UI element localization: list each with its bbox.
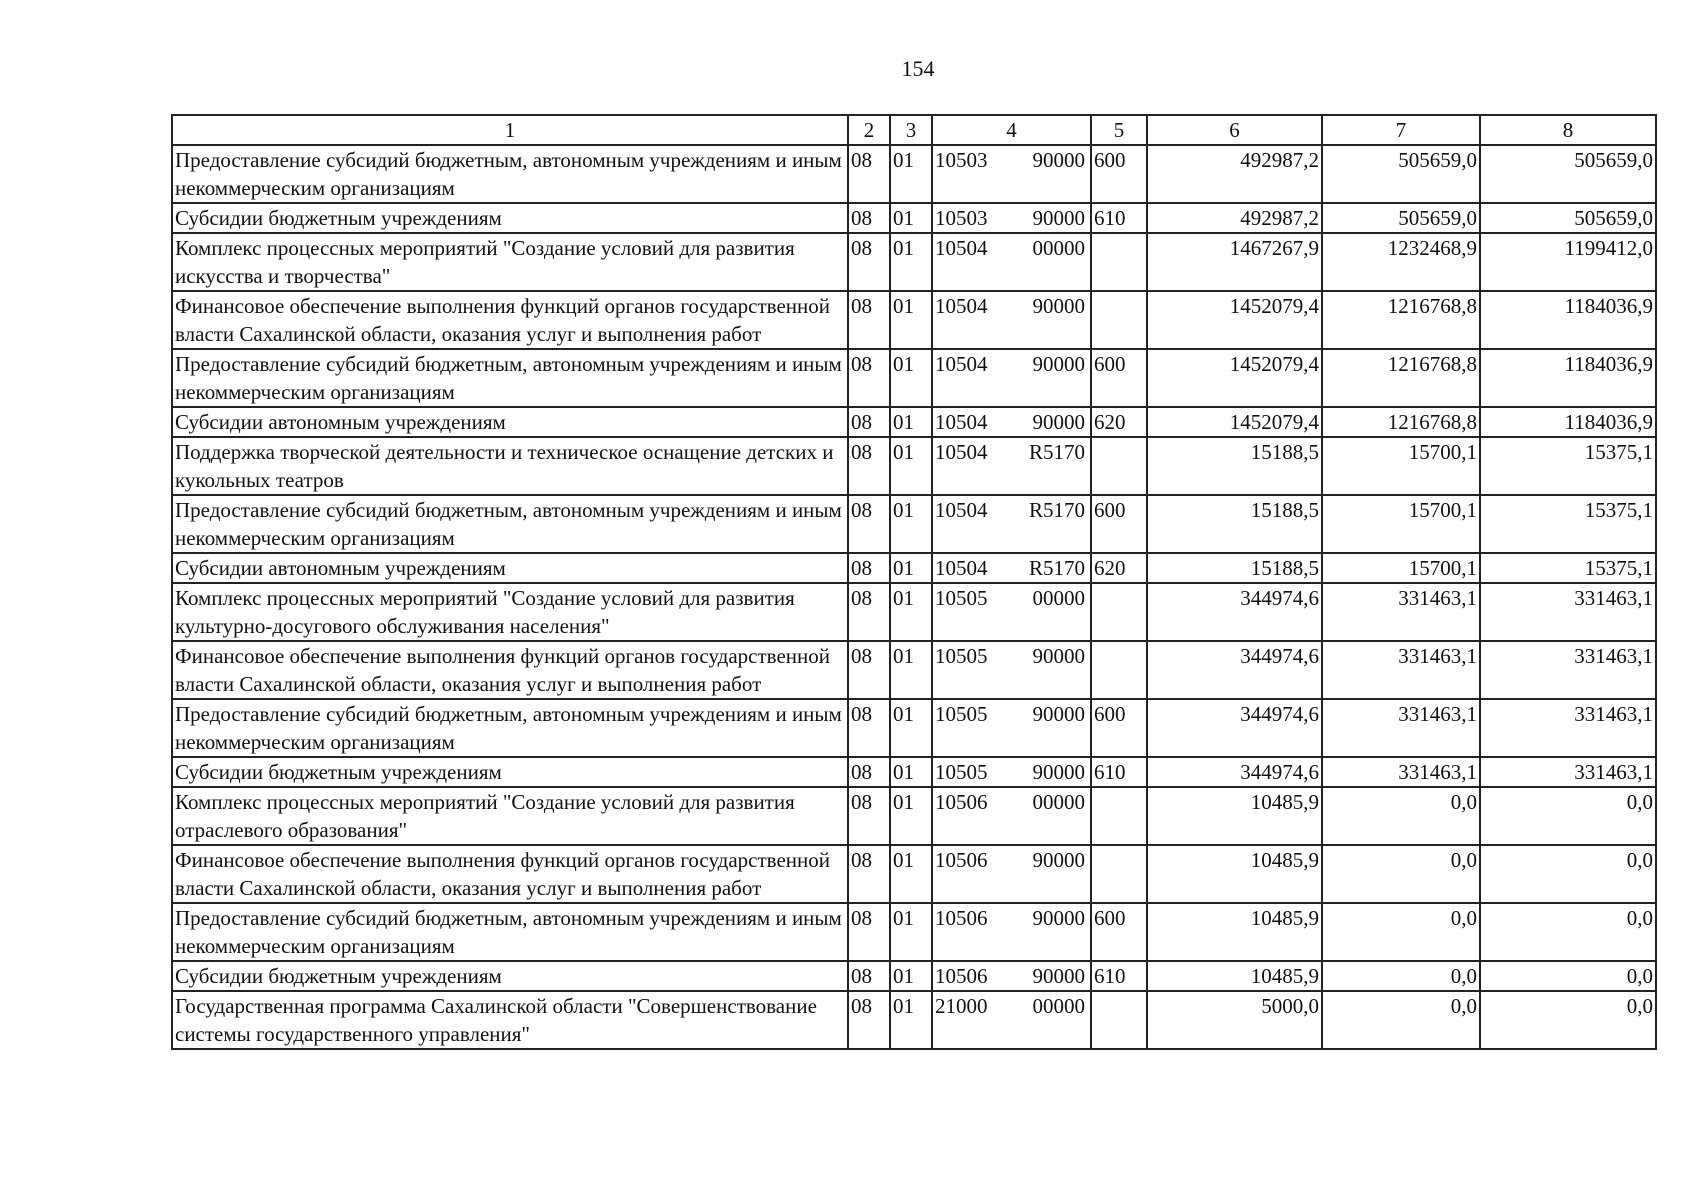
target-article-code <box>932 203 1091 233</box>
amount-col-8: 15375,1 <box>1480 495 1656 553</box>
amount-col-8: 505659,0 <box>1480 203 1656 233</box>
table-row <box>172 991 1656 1049</box>
expense-type-code: 600 <box>1091 903 1147 961</box>
program-code: 10505 <box>935 702 988 726</box>
amount-col-8: 331463,1 <box>1480 641 1656 699</box>
section-code: 08 <box>848 903 890 961</box>
subsection-code: 01 <box>890 845 932 903</box>
expense-type-code: 600 <box>1091 349 1147 407</box>
amount-col-6: 1452079,4 <box>1147 407 1322 437</box>
amount-col-7: 1216768,8 <box>1322 407 1480 437</box>
subsection-code: 01 <box>890 553 932 583</box>
expense-type-code <box>1091 437 1147 495</box>
row-name: Предоставление субсидий бюджетным, автономным учреждениям и иным некоммерческим организациям <box>172 145 848 203</box>
amount-col-7: 331463,1 <box>1322 757 1480 787</box>
table-row <box>172 903 1656 961</box>
amount-col-8: 331463,1 <box>1480 583 1656 641</box>
subsection-code: 01 <box>890 291 932 349</box>
table-row <box>172 553 1656 583</box>
row-name: Субсидии бюджетным учреждениям <box>172 961 848 991</box>
row-name: Финансовое обеспечение выполнения функций органов государственной власти Сахалинской области, оказания услуг и выполнения работ <box>172 845 848 903</box>
row-name: Финансовое обеспечение выполнения функций органов государственной власти Сахалинской области, оказания услуг и выполнения работ <box>172 641 848 699</box>
amount-col-6: 344974,6 <box>1147 583 1322 641</box>
program-code: 10504 <box>935 410 988 434</box>
column-header: 3 <box>890 115 932 145</box>
program-code: 10504 <box>935 556 988 580</box>
direction-code: 00000 <box>1032 790 1085 814</box>
row-name: Предоставление субсидий бюджетным, автономным учреждениям и иным некоммерческим организациям <box>172 903 848 961</box>
amount-col-6: 5000,0 <box>1147 991 1322 1049</box>
section-code: 08 <box>848 407 890 437</box>
section-code: 08 <box>848 787 890 845</box>
subsection-code: 01 <box>890 495 932 553</box>
target-article-code <box>932 145 1091 203</box>
program-code: 10503 <box>935 148 988 172</box>
page-number: 154 <box>901 56 935 81</box>
row-name: Государственная программа Сахалинской области "Совершенствование системы государственного управления" <box>172 991 848 1049</box>
program-code: 10506 <box>935 906 988 930</box>
section-code: 08 <box>848 699 890 757</box>
target-article-code <box>932 583 1091 641</box>
subsection-code: 01 <box>890 991 932 1049</box>
row-name: Субсидии бюджетным учреждениям <box>172 757 848 787</box>
subsection-code: 01 <box>890 903 932 961</box>
target-article-code <box>932 787 1091 845</box>
table-row <box>172 495 1656 553</box>
program-code: 10506 <box>935 848 988 872</box>
direction-code: 00000 <box>1032 236 1085 260</box>
row-name: Предоставление субсидий бюджетным, автономным учреждениям и иным некоммерческим организациям <box>172 349 848 407</box>
column-header: 7 <box>1322 115 1480 145</box>
expense-type-code: 610 <box>1091 961 1147 991</box>
amount-col-6: 10485,9 <box>1147 845 1322 903</box>
expense-type-code: 620 <box>1091 407 1147 437</box>
table-row <box>172 641 1656 699</box>
subsection-code: 01 <box>890 583 932 641</box>
amount-col-7: 15700,1 <box>1322 553 1480 583</box>
amount-col-7: 0,0 <box>1322 845 1480 903</box>
direction-code: 90000 <box>1032 906 1085 930</box>
amount-col-8: 505659,0 <box>1480 145 1656 203</box>
amount-col-8: 15375,1 <box>1480 437 1656 495</box>
row-name: Субсидии бюджетным учреждениям <box>172 203 848 233</box>
amount-col-7: 331463,1 <box>1322 583 1480 641</box>
row-name: Комплекс процессных мероприятий "Создание условий для развития культурно-досугового обслуживания населения" <box>172 583 848 641</box>
amount-col-8: 0,0 <box>1480 845 1656 903</box>
target-article-code <box>932 641 1091 699</box>
subsection-code: 01 <box>890 757 932 787</box>
direction-code: 90000 <box>1032 410 1085 434</box>
amount-col-7: 0,0 <box>1322 961 1480 991</box>
amount-col-8: 1199412,0 <box>1480 233 1656 291</box>
direction-code: 90000 <box>1032 702 1085 726</box>
amount-col-8: 15375,1 <box>1480 553 1656 583</box>
target-article-code <box>932 903 1091 961</box>
table-row <box>172 583 1656 641</box>
target-article-code <box>932 991 1091 1049</box>
expense-type-code: 600 <box>1091 699 1147 757</box>
direction-code: R5170 <box>1028 440 1085 464</box>
row-name: Предоставление субсидий бюджетным, автономным учреждениям и иным некоммерческим организациям <box>172 699 848 757</box>
amount-col-8: 1184036,9 <box>1480 291 1656 349</box>
direction-code: R5170 <box>1028 556 1085 580</box>
column-header: 1 <box>172 115 848 145</box>
program-code: 10503 <box>935 206 988 230</box>
program-code: 10504 <box>935 236 988 260</box>
row-name: Финансовое обеспечение выполнения функций органов государственной власти Сахалинской области, оказания услуг и выполнения работ <box>172 291 848 349</box>
table-row <box>172 233 1656 291</box>
target-article-code <box>932 233 1091 291</box>
subsection-code: 01 <box>890 787 932 845</box>
expense-type-code <box>1091 233 1147 291</box>
amount-col-7: 505659,0 <box>1322 145 1480 203</box>
amount-col-8: 1184036,9 <box>1480 407 1656 437</box>
subsection-code: 01 <box>890 349 932 407</box>
amount-col-7: 15700,1 <box>1322 437 1480 495</box>
amount-col-8: 0,0 <box>1480 991 1656 1049</box>
amount-col-6: 344974,6 <box>1147 757 1322 787</box>
amount-col-7: 1216768,8 <box>1322 349 1480 407</box>
target-article-code <box>932 407 1091 437</box>
amount-col-6: 1452079,4 <box>1147 291 1322 349</box>
direction-code: R5170 <box>1028 498 1085 522</box>
section-code: 08 <box>848 553 890 583</box>
program-code: 10504 <box>935 294 988 318</box>
table-row <box>172 203 1656 233</box>
direction-code: 00000 <box>1032 586 1085 610</box>
target-article-code <box>932 845 1091 903</box>
subsection-code: 01 <box>890 407 932 437</box>
expense-type-code: 600 <box>1091 145 1147 203</box>
amount-col-6: 10485,9 <box>1147 961 1322 991</box>
program-code: 10504 <box>935 440 988 464</box>
amount-col-7: 505659,0 <box>1322 203 1480 233</box>
amount-col-7: 0,0 <box>1322 787 1480 845</box>
amount-col-6: 10485,9 <box>1147 903 1322 961</box>
row-name: Комплекс процессных мероприятий "Создание условий для развития искусства и творчества" <box>172 233 848 291</box>
expense-type-code <box>1091 845 1147 903</box>
expense-type-code: 610 <box>1091 203 1147 233</box>
section-code: 08 <box>848 233 890 291</box>
target-article-code <box>932 699 1091 757</box>
amount-col-7: 331463,1 <box>1322 641 1480 699</box>
amount-col-8: 0,0 <box>1480 903 1656 961</box>
amount-col-8: 1184036,9 <box>1480 349 1656 407</box>
section-code: 08 <box>848 845 890 903</box>
section-code: 08 <box>848 961 890 991</box>
table-body <box>172 145 1656 1049</box>
subsection-code: 01 <box>890 699 932 757</box>
amount-col-6: 15188,5 <box>1147 553 1322 583</box>
expense-type-code <box>1091 291 1147 349</box>
amount-col-8: 0,0 <box>1480 787 1656 845</box>
subsection-code: 01 <box>890 203 932 233</box>
column-header: 4 <box>932 115 1091 145</box>
expense-type-code: 610 <box>1091 757 1147 787</box>
amount-col-8: 331463,1 <box>1480 757 1656 787</box>
table-row <box>172 757 1656 787</box>
direction-code: 90000 <box>1032 848 1085 872</box>
section-code: 08 <box>848 291 890 349</box>
expense-type-code <box>1091 583 1147 641</box>
subsection-code: 01 <box>890 145 932 203</box>
amount-col-6: 1452079,4 <box>1147 349 1322 407</box>
direction-code: 90000 <box>1032 148 1085 172</box>
table-row <box>172 407 1656 437</box>
target-article-code <box>932 495 1091 553</box>
column-header: 5 <box>1091 115 1147 145</box>
section-code: 08 <box>848 349 890 407</box>
direction-code: 90000 <box>1032 352 1085 376</box>
amount-col-6: 10485,9 <box>1147 787 1322 845</box>
program-code: 10506 <box>935 790 988 814</box>
row-name: Субсидии автономным учреждениям <box>172 407 848 437</box>
table-row <box>172 349 1656 407</box>
program-code: 10505 <box>935 760 988 784</box>
direction-code: 90000 <box>1032 760 1085 784</box>
program-code: 10505 <box>935 586 988 610</box>
amount-col-6: 15188,5 <box>1147 437 1322 495</box>
section-code: 08 <box>848 495 890 553</box>
program-code: 10504 <box>935 498 988 522</box>
section-code: 08 <box>848 145 890 203</box>
table-row <box>172 437 1656 495</box>
amount-col-7: 15700,1 <box>1322 495 1480 553</box>
direction-code: 90000 <box>1032 644 1085 668</box>
column-header: 6 <box>1147 115 1322 145</box>
amount-col-7: 1232468,9 <box>1322 233 1480 291</box>
section-code: 08 <box>848 583 890 641</box>
expense-type-code <box>1091 787 1147 845</box>
section-code: 08 <box>848 203 890 233</box>
row-name: Поддержка творческой деятельности и техническое оснащение детских и кукольных театров <box>172 437 848 495</box>
target-article-code <box>932 437 1091 495</box>
header-row <box>172 115 1656 145</box>
program-code: 10504 <box>935 352 988 376</box>
amount-col-7: 0,0 <box>1322 903 1480 961</box>
budget-table <box>171 114 1657 1050</box>
target-article-code <box>932 349 1091 407</box>
row-name: Предоставление субсидий бюджетным, автономным учреждениям и иным некоммерческим организациям <box>172 495 848 553</box>
direction-code: 90000 <box>1032 964 1085 988</box>
program-code: 10505 <box>935 644 988 668</box>
expense-type-code <box>1091 991 1147 1049</box>
expense-type-code: 620 <box>1091 553 1147 583</box>
amount-col-7: 0,0 <box>1322 991 1480 1049</box>
row-name: Субсидии автономным учреждениям <box>172 553 848 583</box>
direction-code: 90000 <box>1032 206 1085 230</box>
amount-col-6: 492987,2 <box>1147 203 1322 233</box>
target-article-code <box>932 553 1091 583</box>
direction-code: 00000 <box>1032 994 1085 1018</box>
table-row <box>172 291 1656 349</box>
expense-type-code <box>1091 641 1147 699</box>
amount-col-7: 331463,1 <box>1322 699 1480 757</box>
table-row <box>172 699 1656 757</box>
row-name: Комплекс процессных мероприятий "Создание условий для развития отраслевого образования" <box>172 787 848 845</box>
section-code: 08 <box>848 641 890 699</box>
subsection-code: 01 <box>890 961 932 991</box>
expense-type-code: 600 <box>1091 495 1147 553</box>
amount-col-8: 331463,1 <box>1480 699 1656 757</box>
amount-col-6: 344974,6 <box>1147 641 1322 699</box>
amount-col-6: 1467267,9 <box>1147 233 1322 291</box>
amount-col-6: 344974,6 <box>1147 699 1322 757</box>
program-code: 21000 <box>935 994 988 1018</box>
table-row <box>172 845 1656 903</box>
direction-code: 90000 <box>1032 294 1085 318</box>
target-article-code <box>932 961 1091 991</box>
target-article-code <box>932 291 1091 349</box>
amount-col-7: 1216768,8 <box>1322 291 1480 349</box>
section-code: 08 <box>848 991 890 1049</box>
table-row <box>172 145 1656 203</box>
amount-col-6: 492987,2 <box>1147 145 1322 203</box>
subsection-code: 01 <box>890 233 932 291</box>
subsection-code: 01 <box>890 437 932 495</box>
column-header: 2 <box>848 115 890 145</box>
table-row <box>172 961 1656 991</box>
amount-col-6: 15188,5 <box>1147 495 1322 553</box>
section-code: 08 <box>848 757 890 787</box>
table-row <box>172 787 1656 845</box>
column-header: 8 <box>1480 115 1656 145</box>
section-code: 08 <box>848 437 890 495</box>
program-code: 10506 <box>935 964 988 988</box>
subsection-code: 01 <box>890 641 932 699</box>
target-article-code <box>932 757 1091 787</box>
amount-col-8: 0,0 <box>1480 961 1656 991</box>
